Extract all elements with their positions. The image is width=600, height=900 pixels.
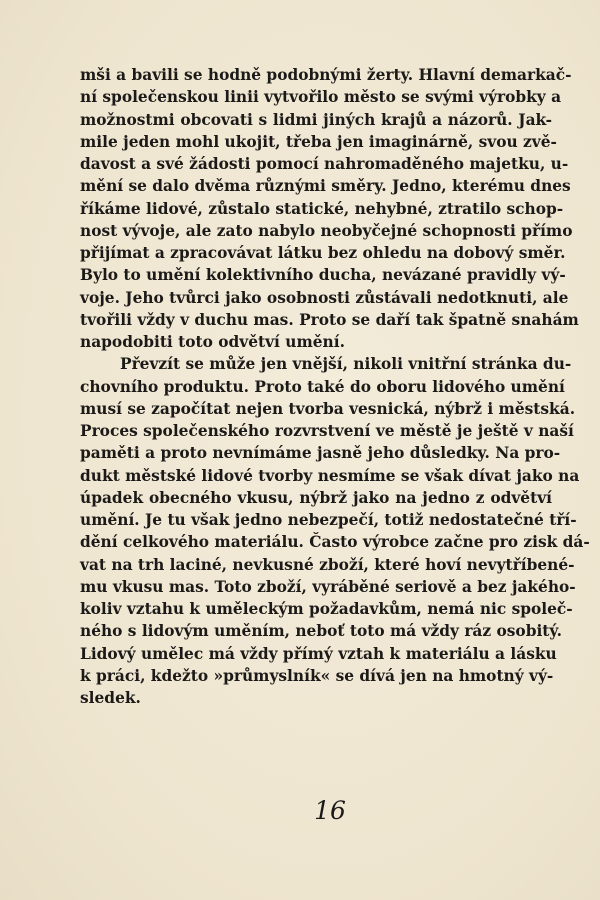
text-line: Proces společenského rozvrstvení ve městě je ještě v naší [80, 422, 574, 440]
page-number: 16 [314, 796, 346, 825]
text-line: mu vkusu mas. Toto zboží, vyráběné seriově a bez jakého- [80, 577, 576, 596]
text-line: umění. Je tu však jedno nebezpečí, totiž nedostatečné tří- [80, 511, 577, 529]
text-line: vat na trh laciné, nevkusné zboží, které hoví nevytříbené- [80, 555, 575, 574]
paragraph-end-line: napodobiti toto odvětví umění. [80, 333, 345, 351]
text-line: Bylo to umění kolektivního ducha, nevázané pravidly vý- [80, 266, 566, 285]
text-line: koliv vztahu k uměleckým požadavkům, nemá nic společ- [80, 600, 573, 618]
text-line: nost vývoje, ale zato nabylo neobyčejné schopnosti přímo [80, 221, 573, 240]
text-line: říkáme lidové, zůstalo statické, nehybné, ztratilo schop- [80, 199, 564, 218]
body-text [80, 64, 590, 709]
text-line: úpadek obecného vkusu, nýbrž jako na jedno z odvětví [80, 488, 552, 507]
text-line: musí se započítat nejen tvorba vesnická, nýbrž i městská. [80, 399, 576, 418]
text-line: možnostmi obcovati s lidmi jiných krajů a názorů. Jak- [80, 110, 552, 129]
text-line: mši a bavili se hodně podobnými žerty. Hlavní demarkač- [80, 66, 572, 84]
text-line: ní společenskou linii vytvořilo město se svými výrobky a [80, 88, 562, 107]
text-line: ného s lidovým uměním, neboť toto má vždy ráz osobitý. [80, 622, 562, 641]
text-line: Lidový umělec má vždy přímý vztah k materiálu a lásku [80, 644, 557, 663]
text-line: voje. Jeho tvůrci jako osobnosti zůstávali nedotknuti, ale [80, 288, 569, 307]
text-line: mění se dalo dvěma různými směry. Jedno, kterému dnes [80, 177, 571, 196]
text-line: k práci, kdežto »průmyslník« se dívá jen na hmotný vý- [80, 666, 554, 685]
text-line: chovního produktu. Proto také do oboru lidového umění [80, 377, 565, 396]
text-line: dukt městské lidové tvorby nesmíme se však dívat jako na [80, 466, 580, 485]
paragraph-end-line: sledek. [80, 689, 141, 707]
text-line: dění celkového materiálu. Často výrobce začne pro zisk dá- [80, 533, 590, 552]
paragraph-start-line: Převzít se může jen vnější, nikoli vnitřní stránka du- [120, 355, 572, 374]
text-line: paměti a proto nevnímáme jasně jeho důsledky. Na pro- [80, 444, 561, 463]
text-line: tvořili vždy v duchu mas. Proto se daří tak špatně snahám [80, 310, 579, 329]
text-line: mile jeden mohl ukojit, třeba jen imaginárně, svou zvě- [80, 132, 557, 151]
text-line: davost a své žádosti pomocí nahromaděného majetku, u- [80, 155, 569, 173]
text-line: přijímat a zpracovávat látku bez ohledu na dobový směr. [80, 244, 566, 262]
